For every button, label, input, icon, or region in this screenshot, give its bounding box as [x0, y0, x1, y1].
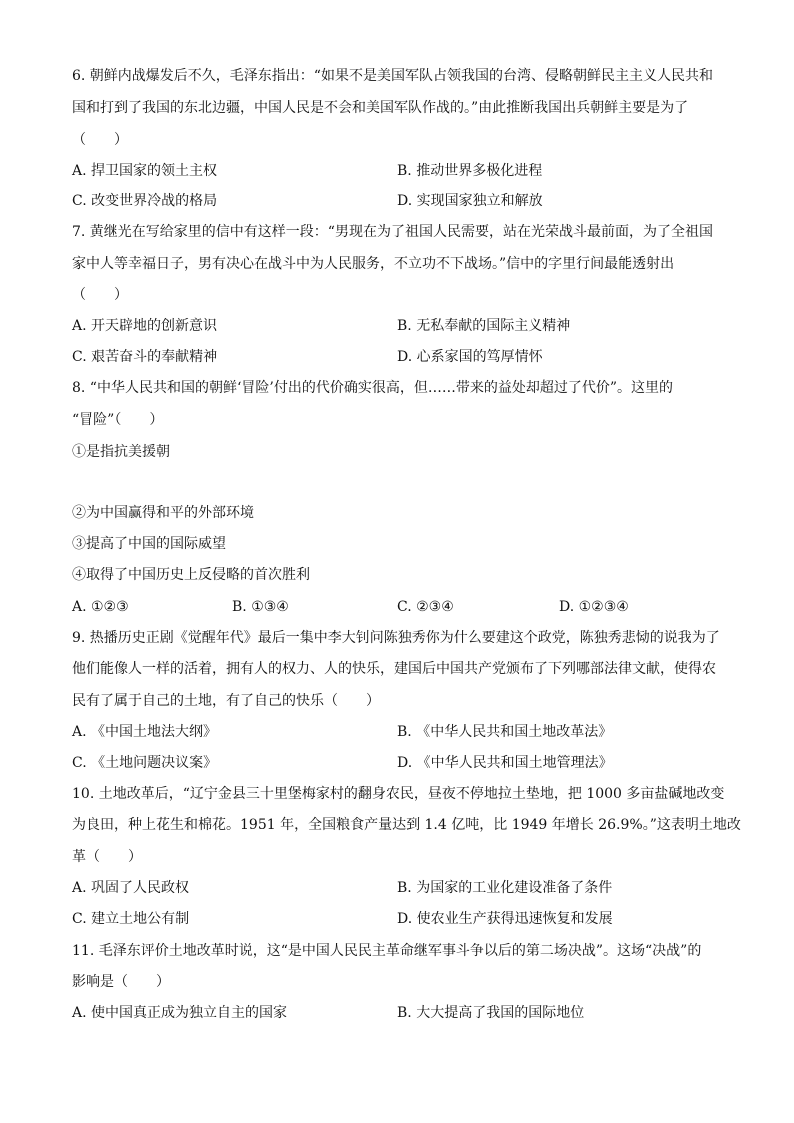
question-6-stem-line-3: （ ） — [72, 132, 128, 148]
question-10-stem-line-1: 10. 土地改革后，“辽宁金县三十里堡梅家村的翻身农民，昼夜不停地拉土垫地，把 1000 多亩盐碱地改变 — [72, 786, 725, 802]
question-9-stem-line-3: 民有了属于自己的土地，有了自己的快乐（ ） — [72, 693, 380, 709]
question-8-statement-2: ②为中国赢得和平的外部环境 — [72, 505, 254, 521]
question-10-option-d[interactable]: D. 使农业生产获得迅速恢复和发展 — [397, 911, 613, 927]
question-9-stem-line-1: 9. 热播历史正剧《觉醒年代》最后一集中李大钊问陈独秀你为什么要建这个政党，陈独秀悲恸的说我为了 — [72, 630, 720, 646]
question-8-statement-4: ④取得了中国历史上反侵略的首次胜利 — [72, 567, 310, 583]
question-8-option-a[interactable]: A. ①②③ — [72, 599, 129, 615]
question-6-option-d[interactable]: D. 实现国家独立和解放 — [397, 193, 543, 209]
question-8-stem-line-1: 8. “中华人民共和国的朝鲜‘冒险’付出的代价确实很高，但……带来的益处却超过了代价”。这里的 — [72, 380, 674, 396]
question-11-stem-line-2: 影响是（ ） — [72, 974, 170, 990]
question-8-option-d[interactable]: D. ①②③④ — [559, 599, 629, 615]
question-10-stem-line-3: 革（ ） — [72, 849, 142, 865]
question-9-option-c[interactable]: C. 《土地问题决议案》 — [72, 755, 218, 771]
question-7-stem-line-2: 家中人等幸福日子，男有决心在战斗中为人民服务，不立功不下战场。”信中的字里行间最能透射出 — [72, 256, 675, 272]
question-6-stem-line-2: 国和打到了我国的东北边疆，中国人民是不会和美国军队作战的。”由此推断我国出兵朝鲜主要是为了 — [72, 100, 689, 116]
question-9-option-d[interactable]: D. 《中华人民共和国土地管理法》 — [397, 755, 613, 771]
question-8-option-c[interactable]: C. ②③④ — [397, 599, 454, 615]
question-8-option-b[interactable]: B. ①③④ — [232, 599, 289, 615]
question-10-stem-line-2: 为良田，种上花生和棉花。1951 年，全国粮食产量达到 1.4 亿吨，比 1949 年增长 26.9%。”这表明土地改 — [72, 817, 741, 833]
question-7-option-a[interactable]: A. 开天辟地的创新意识 — [72, 318, 218, 334]
question-7-option-c[interactable]: C. 艰苦奋斗的奉献精神 — [72, 349, 218, 365]
question-11-option-a[interactable]: A. 使中国真正成为独立自主的国家 — [72, 1005, 288, 1021]
question-11-option-b[interactable]: B. 大大提高了我国的国际地位 — [397, 1005, 585, 1021]
question-7-option-d[interactable]: D. 心系家国的笃厚情怀 — [397, 349, 543, 365]
question-8-statement-3: ③提高了中国的国际威望 — [72, 536, 226, 552]
question-10-option-c[interactable]: C. 建立土地公有制 — [72, 911, 190, 927]
question-7-stem-line-3: （ ） — [72, 287, 128, 303]
question-9-option-a[interactable]: A. 《中国土地法大纲》 — [72, 724, 218, 740]
question-9-option-b[interactable]: B. 《中华人民共和国土地改革法》 — [397, 724, 613, 740]
question-11-stem-line-1: 11. 毛泽东评价土地改革时说，这“是中国人民民主革命继军事斗争以后的第二场决战”。这场“决战”的 — [72, 943, 702, 959]
question-8-statement-1: ①是指抗美援朝 — [72, 444, 170, 460]
question-7-stem-line-1: 7. 黄继光在写给家里的信中有这样一段：“男现在为了祖国人民需要，站在光荣战斗最前面，为了全祖国 — [72, 224, 713, 240]
question-6-option-c[interactable]: C. 改变世界冷战的格局 — [72, 193, 218, 209]
question-7-option-b[interactable]: B. 无私奉献的国际主义精神 — [397, 318, 571, 334]
question-8-stem-line-2: “冒险”（ ） — [72, 412, 164, 428]
question-6-option-b[interactable]: B. 推动世界多极化进程 — [397, 163, 543, 179]
question-10-option-a[interactable]: A. 巩固了人民政权 — [72, 880, 190, 896]
question-10-option-b[interactable]: B. 为国家的工业化建设准备了条件 — [397, 880, 613, 896]
question-6-stem-line-1: 6. 朝鲜内战爆发后不久，毛泽东指出：“如果不是美国军队占领我国的台湾、侵略朝鲜民主主义人民共和 — [72, 68, 713, 84]
question-6-option-a[interactable]: A. 捍卫国家的领土主权 — [72, 163, 218, 179]
question-9-stem-line-2: 他们能像人一样的活着，拥有人的权力、人的快乐，建国后中国共产党颁布了下列哪部法律文献，使得农 — [72, 661, 716, 677]
